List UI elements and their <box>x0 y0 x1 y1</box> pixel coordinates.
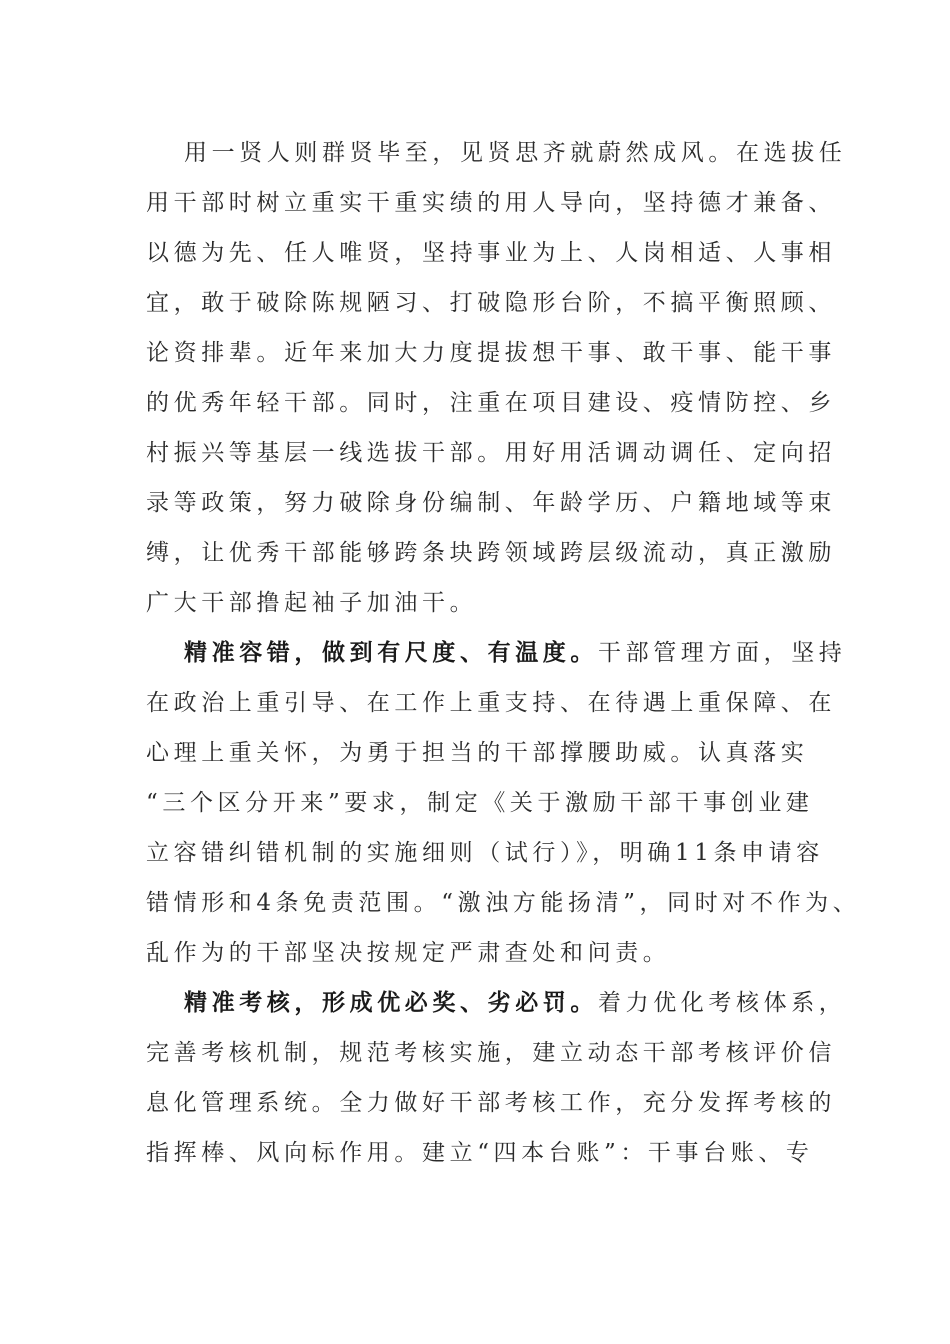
paragraph-cadre-selection <box>146 128 847 628</box>
text-line: 的优秀年轻干部。同时，注重在项目建设、疫情防控、乡 <box>146 390 836 416</box>
paragraph-heading: 精准容错，做到有尺度、有温度。 <box>184 639 598 666</box>
text-line: 心理上重关怀，为勇于担当的干部撑腰助威。认真落实 <box>146 740 809 766</box>
text-line: 广大干部撸起袖子加油干。 <box>146 590 478 616</box>
text-line: “三个区分开来”要求，制定《关于激励干部干事创业建 <box>146 790 814 816</box>
text-line: 立容错纠错机制的实施细则（试行）》，明确11条申请容 <box>146 840 824 866</box>
text-line <box>146 978 847 1028</box>
text-span: 干部管理方面，坚持 <box>598 640 847 666</box>
text-line: 用一贤人则群贤毕至，见贤思齐就蔚然成风。在选拔任 <box>184 140 847 166</box>
text-line: 村振兴等基层一线选拔干部。用好用活调动调任、定向招 <box>146 440 836 466</box>
text-line: 缚，让优秀干部能够跨条块跨领域跨层级流动，真正激励 <box>146 540 836 566</box>
document-body <box>146 128 861 1178</box>
paragraph-error-tolerance <box>146 628 861 978</box>
paragraph-heading: 精准考核，形成优必奖、劣必罚。 <box>184 989 598 1016</box>
text-line: 论资排辈。近年来加大力度提拔想干事、敢干事、能干事 <box>146 340 836 366</box>
text-line: 指挥棒、风向标作用。建立“四本台账”：干事台账、专 <box>146 1140 814 1166</box>
text-line <box>146 628 847 678</box>
text-line: 完善考核机制，规范考核实施，建立动态干部考核评价信 <box>146 1040 836 1066</box>
text-line: 用干部时树立重实干重实绩的用人导向，坚持德才兼备、 <box>146 190 836 216</box>
text-line: 宜，敢于破除陈规陋习、打破隐形台阶，不搞平衡照顾、 <box>146 290 836 316</box>
text-line: 录等政策，努力破除身份编制、年龄学历、户籍地域等束 <box>146 490 836 516</box>
paragraph-assessment <box>146 978 847 1178</box>
text-line: 乱作为的干部坚决按规定严肃查处和问责。 <box>146 940 671 966</box>
text-line: 以德为先、任人唯贤，坚持事业为上、人岗相适、人事相 <box>146 240 836 266</box>
text-span: 着力优化考核体系， <box>598 990 847 1016</box>
text-line: 息化管理系统。全力做好干部考核工作，充分发挥考核的 <box>146 1090 836 1116</box>
text-line: 在政治上重引导、在工作上重支持、在待遇上重保障、在 <box>146 690 836 716</box>
text-line: 错情形和4条免责范围。“激浊方能扬清”，同时对不作为、 <box>146 890 861 916</box>
